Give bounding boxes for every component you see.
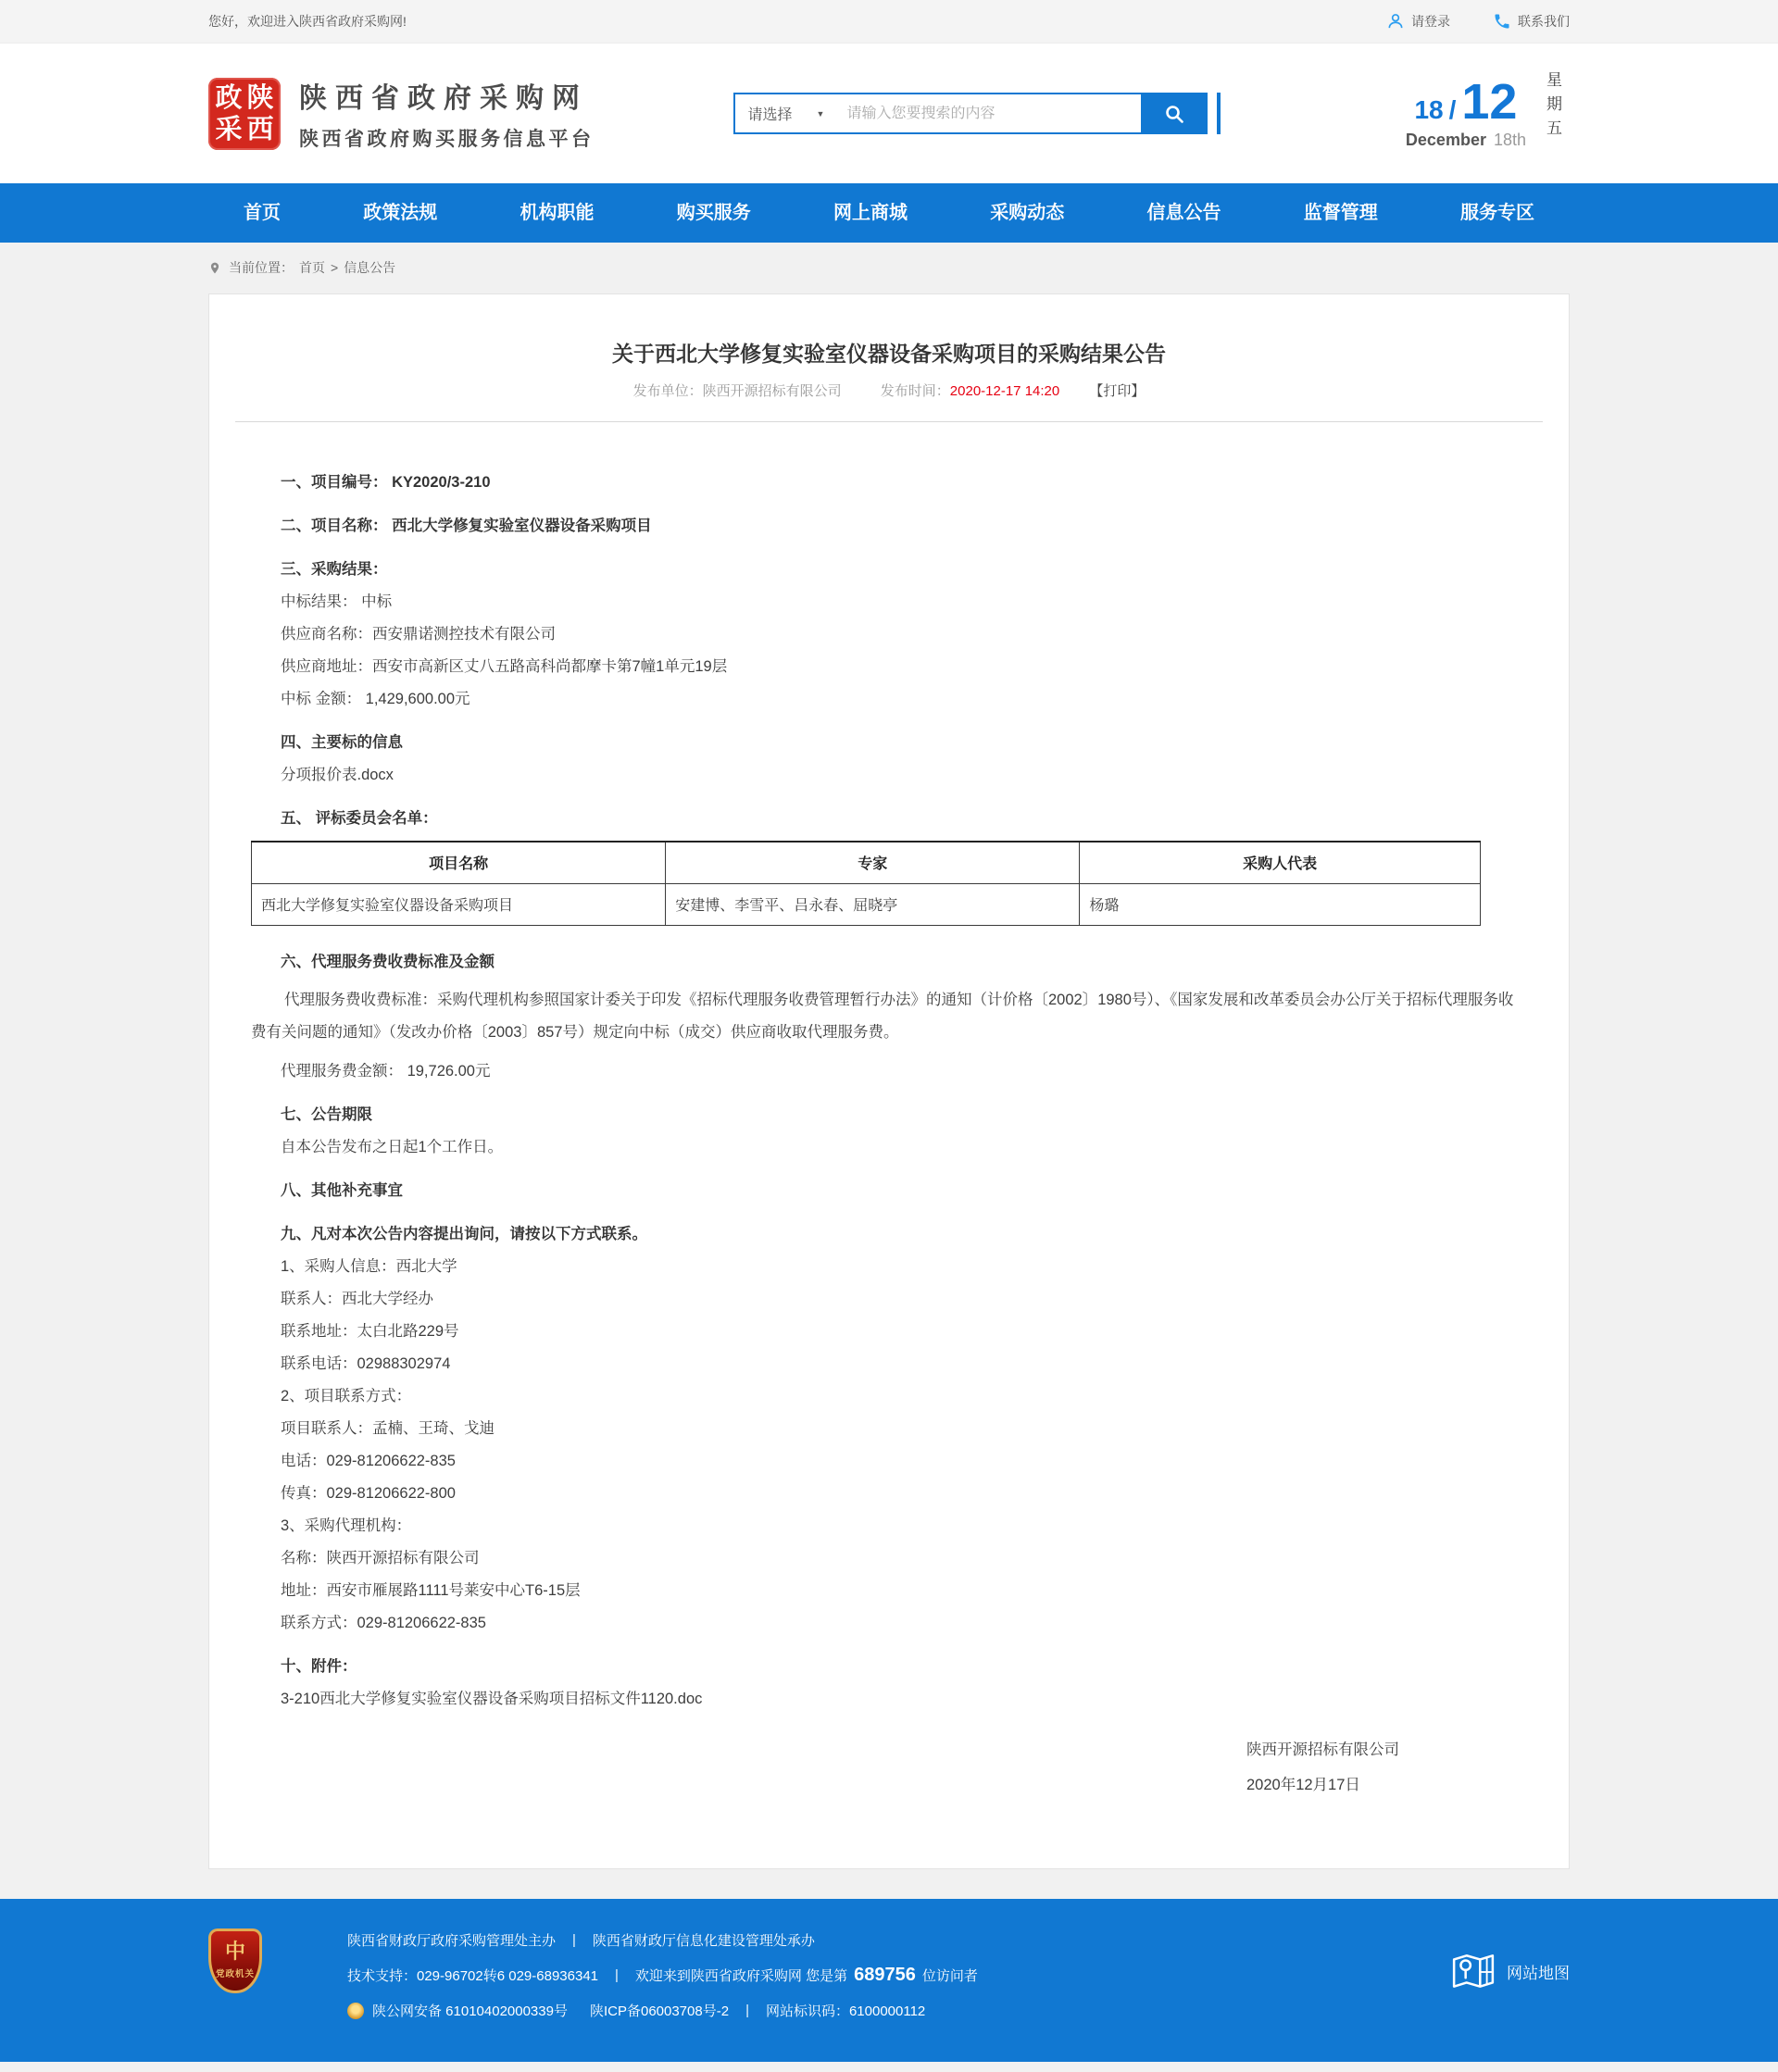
breadcrumb	[0, 243, 1778, 293]
article-line: 传真：029-81206622-800	[281, 1484, 456, 1502]
date-weekday: 星期五	[1544, 70, 1561, 144]
article-line: 项目联系人：孟楠、王琦、戈迪	[281, 1419, 495, 1437]
attachment-link[interactable]: 分项报价表.docx	[281, 767, 394, 783]
visitor-count: 689756	[854, 1965, 916, 1985]
section-heading: 五、 评标委员会名单：	[281, 810, 438, 827]
map-icon	[1451, 1953, 1496, 1991]
article-line: 中标结果： 中标	[281, 593, 393, 610]
date-month: 12	[1461, 74, 1518, 130]
search-area	[733, 93, 1221, 134]
contact-link[interactable]	[1493, 12, 1570, 31]
publisher-value: 陕西开源招标有限公司	[702, 383, 842, 399]
footer-separator: |	[615, 1967, 619, 1983]
committee-table	[251, 841, 1481, 926]
article-body	[209, 422, 1569, 1794]
user-icon	[1386, 12, 1405, 31]
phone-icon	[1493, 12, 1511, 31]
nav-item-purchase-service[interactable]: 购买服务	[676, 203, 751, 223]
section-heading: 二、项目名称： 西北大学修复实验室仪器设备采购项目	[281, 518, 652, 534]
nav-item-procurement-news[interactable]: 采购动态	[990, 203, 1065, 223]
breadcrumb-separator: >	[331, 260, 339, 275]
police-filing-link[interactable]: 陕公网安备 61010402000339号	[372, 2003, 568, 2019]
greeting-text: 您好，欢迎进入陕西省政府采购网!	[208, 14, 407, 29]
column-header: 采购人代表	[1080, 842, 1481, 883]
nav-item-announcements[interactable]: 信息公告	[1146, 203, 1221, 223]
breadcrumb-current: 信息公告	[344, 260, 396, 275]
article-meta	[209, 381, 1569, 399]
police-badge-icon	[347, 2003, 364, 2019]
nav-item-functions[interactable]: 机构职能	[520, 203, 595, 223]
login-link[interactable]	[1386, 12, 1450, 31]
date-ordinal: 18th	[1493, 131, 1526, 149]
table-row	[252, 883, 1481, 925]
section-heading: 七、公告期限	[281, 1105, 372, 1123]
sitemap-label: 网站地图	[1507, 1965, 1570, 1982]
section-heading: 一、项目编号： KY2020/3-210	[281, 474, 491, 491]
site-title: 陕西省政府采购网	[299, 83, 588, 114]
nav-item-policy[interactable]: 政策法规	[363, 203, 438, 223]
page-title: 关于西北大学修复实验室仪器设备采购项目的采购结果公告	[612, 342, 1166, 366]
login-label: 请登录	[1411, 14, 1450, 29]
date-widget	[1406, 71, 1570, 156]
signature-date: 2020年12月17日	[1246, 1776, 1360, 1793]
search-icon	[1163, 103, 1185, 125]
article-line: 联系电话：02988302974	[281, 1354, 451, 1372]
site-header	[0, 44, 1778, 183]
column-header: 项目名称	[252, 842, 666, 883]
footer-host: 陕西省财政厅政府采购管理处主办	[347, 1933, 557, 1949]
search-button[interactable]	[1141, 93, 1208, 134]
article-line: 供应商名称：西安鼎诺测控技术有限公司	[281, 626, 556, 643]
search-category-select[interactable]	[735, 103, 836, 124]
footer-separator: |	[745, 2003, 749, 2018]
site-subtitle: 陕西省政府购买服务信息平台	[299, 129, 595, 150]
publisher-label: 发布单位：	[632, 383, 703, 399]
article-line: 电话：029-81206622-835	[281, 1452, 456, 1469]
nav-item-service-zone[interactable]: 服务专区	[1460, 203, 1534, 223]
table-cell: 西北大学修复实验室仪器设备采购项目	[252, 883, 666, 925]
section-heading: 九、凡对本次公告内容提出询问，请按以下方式联系。	[281, 1225, 647, 1242]
breadcrumb-home[interactable]: 首页	[299, 260, 325, 275]
site-footer	[0, 1899, 1778, 2062]
contact-label: 联系我们	[1518, 14, 1570, 29]
table-cell: 安建博、李雪平、吕永春、屈晓亭	[666, 883, 1080, 925]
search-input[interactable]	[835, 106, 1140, 122]
seal-char: 陕	[246, 81, 274, 113]
article-line: 代理服务费金额： 19,726.00元	[281, 1062, 491, 1080]
breadcrumb-label: 当前位置：	[229, 260, 294, 275]
shield-label: 党政机关	[215, 1968, 255, 1979]
date-day: 18	[1414, 95, 1444, 124]
section-heading: 六、代理服务费收费标准及金额	[281, 953, 495, 970]
article-line: 联系方式：029-81206622-835	[281, 1614, 486, 1631]
article-line: 自本公告发布之日起1个工作日。	[281, 1138, 504, 1155]
site-logo-seal	[208, 78, 281, 150]
table-header-row	[252, 842, 1481, 883]
attachment-link[interactable]: 3-210西北大学修复实验室仪器设备采购项目招标文件1120.doc	[281, 1690, 703, 1707]
footer-welcome-suffix: 位访问者	[921, 1968, 978, 1984]
section-heading: 十、附件：	[281, 1657, 357, 1675]
chevron-down-icon: ▼	[816, 108, 825, 119]
shield-emblem: 中	[224, 1939, 245, 1964]
nav-item-supervision[interactable]: 监督管理	[1303, 203, 1378, 223]
footer-undertake: 陕西省财政厅信息化建设管理处承办	[592, 1933, 815, 1949]
footer-separator: |	[572, 1932, 576, 1948]
icp-filing-link[interactable]: 陕ICP备06003708号-2	[589, 2003, 730, 2019]
signature-block	[251, 1737, 1481, 1794]
seal-char: 采	[215, 113, 243, 144]
publish-time-value: 2020-12-17 14:20	[949, 383, 1060, 399]
main-nav	[0, 183, 1778, 243]
article-paragraph: 代理服务费收费标准：采购代理机构参照国家计委关于印发《招标代理服务收费管理暂行办法》的通知（计价格〔2002〕1980号）、《国家发展和改革委员会办公厅关于招标代理服务收费有关问题的通知》（发改办价格〔2003〕857号）规定向中标（成交）供应商收取代理服务费。	[251, 991, 1514, 1041]
table-cell: 杨璐	[1080, 883, 1481, 925]
column-header: 专家	[666, 842, 1080, 883]
section-heading: 四、主要标的信息	[281, 734, 403, 751]
nav-item-home[interactable]: 首页	[244, 203, 281, 223]
article-line: 联系地址：太白北路229号	[281, 1322, 459, 1340]
article-line: 供应商地址：西安市高新区丈八五路高科尚都摩卡第7幢1单元19层	[281, 658, 728, 675]
location-pin-icon	[208, 260, 221, 276]
footer-welcome: 欢迎来到陕西省政府采购网 您是第	[634, 1968, 848, 1984]
publish-time-label: 发布时间：	[880, 383, 950, 399]
section-heading: 八、其他补充事宜	[281, 1181, 403, 1199]
divider	[1217, 93, 1221, 134]
gov-shield-badge	[208, 1928, 262, 1993]
print-button[interactable]: 【打印】	[1089, 383, 1146, 399]
article-line: 2、项目联系方式：	[281, 1387, 412, 1404]
top-bar	[0, 0, 1778, 44]
article-line: 地址：西安市雁展路1111号莱安中心T6-15层	[281, 1581, 581, 1599]
article-line: 中标 金额： 1,429,600.00元	[281, 691, 470, 707]
seal-char: 西	[246, 113, 274, 144]
article-line: 名称：陕西开源招标有限公司	[281, 1549, 480, 1566]
date-month-name: December	[1405, 131, 1486, 149]
footer-tech-support: 技术支持：029-96702转6 029-68936341	[347, 1968, 599, 1984]
signature-org: 陕西开源招标有限公司	[1246, 1741, 1399, 1758]
site-code: 网站标识码：6100000112	[765, 2003, 926, 2019]
search-select-value: 请选择	[747, 107, 793, 123]
spacer	[0, 1869, 1778, 1899]
seal-char: 政	[215, 81, 243, 113]
nav-item-online-mall[interactable]: 网上商城	[833, 203, 908, 223]
date-slash: /	[1448, 95, 1457, 124]
article-line: 1、采购人信息：西北大学	[281, 1257, 457, 1275]
announcement-card	[208, 293, 1570, 1869]
sitemap-link[interactable]	[1451, 1953, 1570, 1991]
section-heading: 三、采购结果：	[281, 561, 388, 578]
article-line: 联系人：西北大学经办	[281, 1290, 433, 1307]
article-line: 3、采购代理机构：	[281, 1517, 412, 1534]
site-brand	[208, 75, 595, 152]
